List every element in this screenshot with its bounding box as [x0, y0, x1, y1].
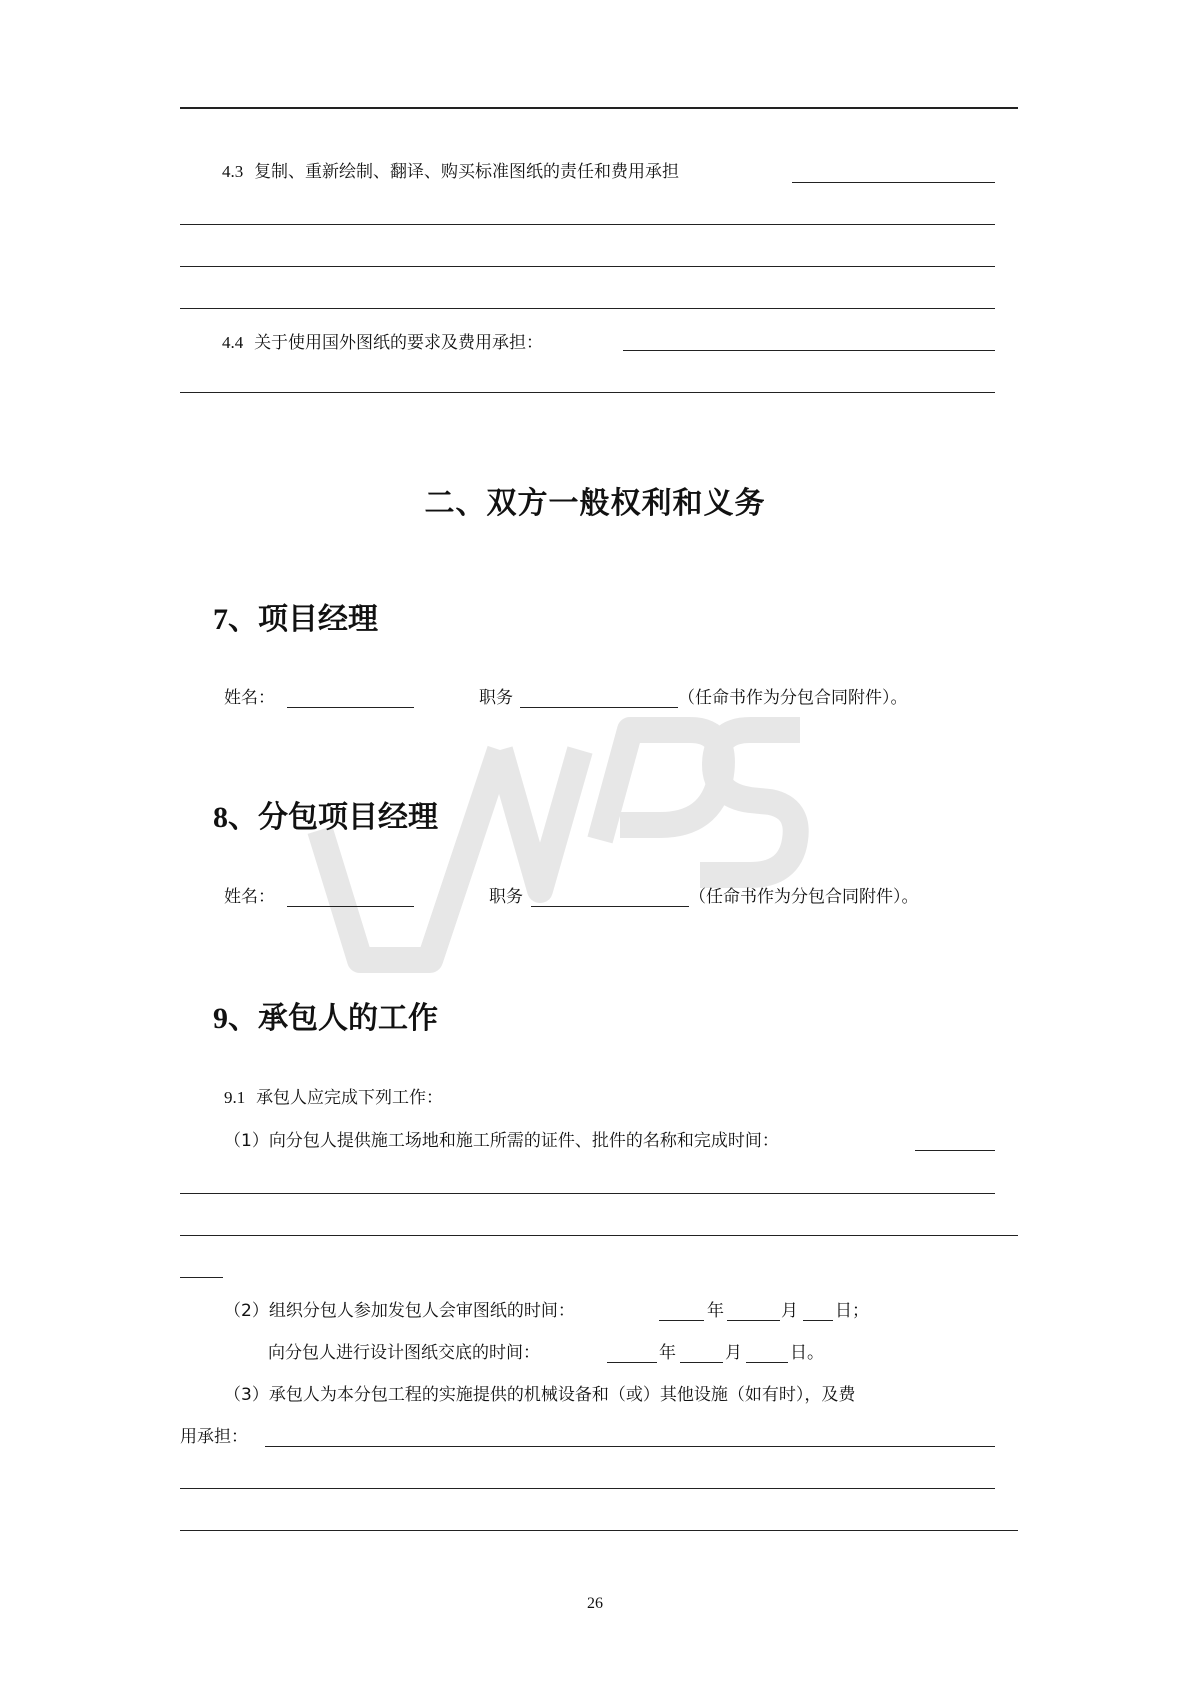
- sub-2a-year-field[interactable]: [659, 1320, 704, 1321]
- section-7-heading: [213, 594, 378, 638]
- section-7-name-field[interactable]: [287, 707, 414, 708]
- section-8-post-label: 职务: [489, 887, 523, 907]
- item-4-4-fill-inline[interactable]: [623, 350, 995, 351]
- item-9-1-sub-2a: （2）组织分包人参加发包人会审图纸的时间：: [224, 1301, 575, 1321]
- item-9-1-sub-2b: 向分包人进行设计图纸交底的时间：: [268, 1343, 540, 1363]
- item-4-3-fill-line[interactable]: [180, 224, 995, 225]
- item-4-4-number: 4.4: [222, 333, 244, 352]
- section-8-name-label: 姓名：: [224, 887, 275, 907]
- section-7-post-field[interactable]: [520, 707, 678, 708]
- section-9-number: 9: [213, 1002, 228, 1035]
- header-rule: [180, 107, 1018, 109]
- item-4-3-fill-inline[interactable]: [792, 182, 995, 183]
- sub-2b-year-field[interactable]: [607, 1362, 657, 1363]
- wps-watermark-logo: [300, 690, 820, 990]
- sub-2a-year-label: 年: [707, 1301, 724, 1321]
- section-9-heading: [213, 993, 438, 1037]
- item-4-3-fill-line[interactable]: [180, 308, 995, 309]
- item-9-1-sub-3-line1: （3）承包人为本分包工程的实施提供的机械设备和（或）其他设施（如有时），及费: [224, 1385, 856, 1405]
- section-8-title: 、分包项目经理: [228, 800, 438, 835]
- section-7-title: 、项目经理: [228, 602, 378, 637]
- section-7-name-label: 姓名：: [224, 688, 275, 708]
- item-9-1-number: 9.1: [224, 1088, 246, 1107]
- section-8-post-field[interactable]: [531, 906, 689, 907]
- chapter-title: 二、双方一般权利和义务: [424, 486, 766, 521]
- section-7-note: （任命书作为分包合同附件）。: [678, 688, 908, 708]
- section-9-title: 、承包人的工作: [228, 1001, 438, 1036]
- item-9-1: [224, 1087, 443, 1109]
- sub-2b-year-label: 年: [659, 1343, 676, 1363]
- item-9-1-text: 承包人应完成下列工作：: [256, 1088, 444, 1108]
- item-9-1-sub-1: （1）向分包人提供施工场地和施工所需的证件、批件的名称和完成时间：: [224, 1131, 779, 1151]
- item-9-1-sub-1-fill-line[interactable]: [180, 1235, 1018, 1236]
- sub-2a-month-field[interactable]: [727, 1320, 780, 1321]
- section-8-number: 8: [213, 801, 228, 834]
- item-4-4: [222, 332, 543, 354]
- sub-2b-month-field[interactable]: [680, 1362, 723, 1363]
- item-4-3-text: 复制、重新绘制、翻译、购买标准图纸的责任和费用承担: [254, 162, 680, 182]
- item-9-1-sub-3-fill-line[interactable]: [180, 1530, 1018, 1531]
- sub-2b-day-field[interactable]: [746, 1362, 788, 1363]
- item-4-4-fill-line[interactable]: [180, 392, 995, 393]
- item-9-1-sub-1-fill-end[interactable]: [180, 1277, 223, 1278]
- section-8-note: （任命书作为分包合同附件）。: [689, 887, 919, 907]
- sub-2a-month-label: 月: [781, 1301, 798, 1321]
- section-7-number: 7: [213, 603, 228, 636]
- section-8-name-field[interactable]: [287, 906, 414, 907]
- item-4-4-text: 关于使用国外图纸的要求及费用承担：: [254, 333, 544, 353]
- item-4-3-fill-line[interactable]: [180, 266, 995, 267]
- sub-2a-day-field[interactable]: [803, 1320, 833, 1321]
- sub-2b-month-label: 月: [725, 1343, 742, 1363]
- item-9-1-sub-3-inline-field[interactable]: [265, 1446, 995, 1447]
- sub-2a-day-label: 日；: [835, 1301, 869, 1321]
- item-9-1-sub-3-line2: 用承担：: [180, 1427, 248, 1447]
- page-number: 26: [587, 1595, 603, 1612]
- sub-2b-day-label: 日。: [790, 1343, 824, 1363]
- section-8-heading: [213, 792, 438, 836]
- item-9-1-sub-3-fill-line[interactable]: [180, 1488, 995, 1489]
- item-4-3: [222, 161, 679, 183]
- section-7-post-label: 职务: [479, 688, 513, 708]
- item-9-1-sub-1-fill-line[interactable]: [180, 1193, 995, 1194]
- item-9-1-sub-1-inline-field[interactable]: [915, 1150, 995, 1151]
- item-4-3-number: 4.3: [222, 162, 244, 181]
